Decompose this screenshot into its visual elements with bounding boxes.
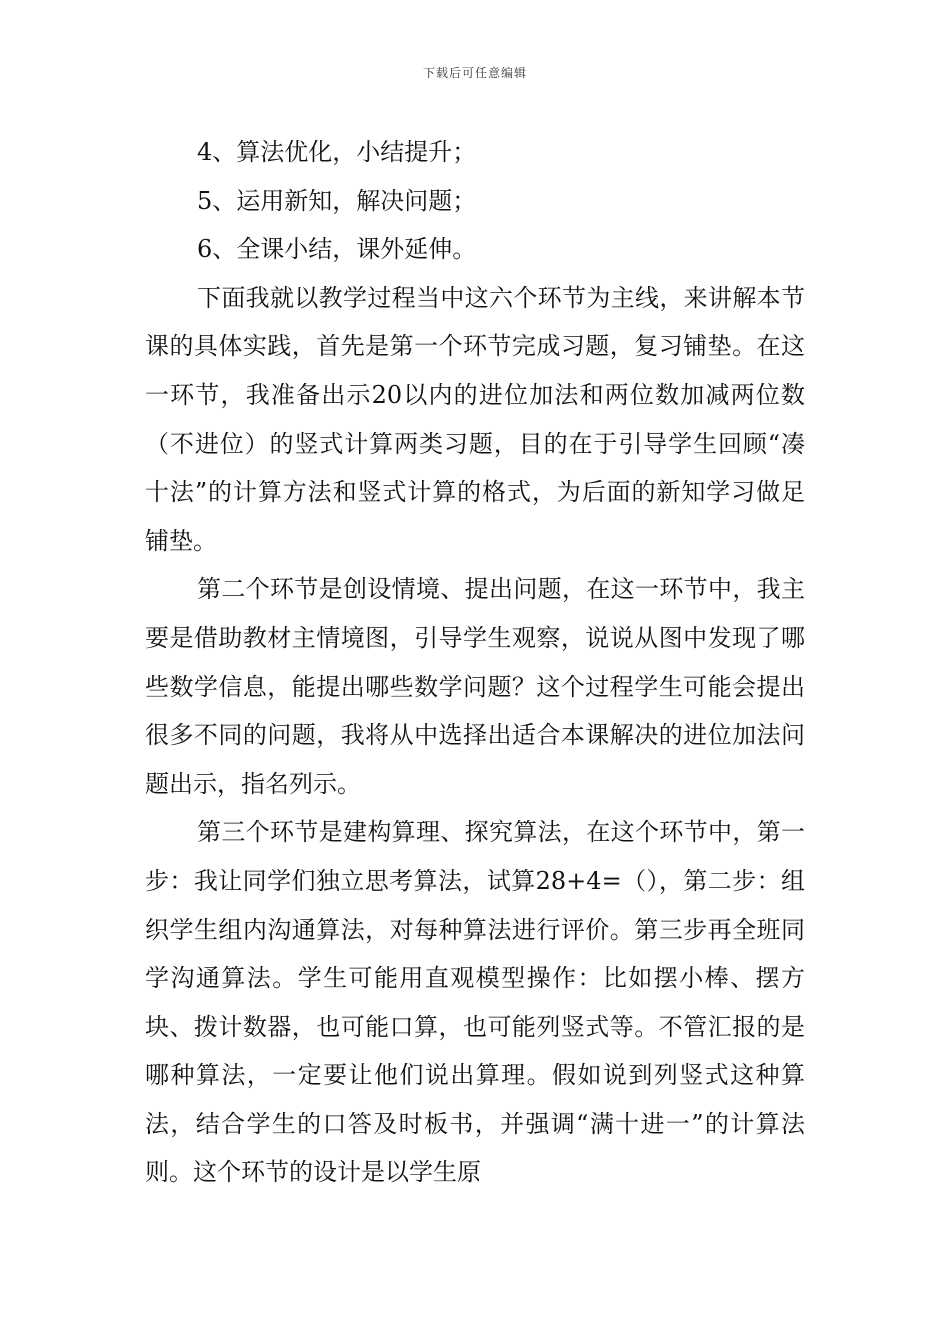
- paragraph: 第三个环节是建构算理、探究算法，在这个环节中，第一步：我让同学们独立思考算法，试算28+4=（），第二步：组织学生组内沟通算法，对每种算法进行评价。第三步再全班同学沟通算法。学生可能用直观模型操作：比如摆小棒、摆方块、拨计数器，也可能口算，也可能列竖式等。不管汇报的是哪种算法，一定要让他们说出算理。假如说到列竖式这种算法，结合学生的口答及时板书，并强调“满十进一”的计算法则。这个环节的设计是以学生原: [145, 818, 805, 1187]
- paragraph: 下面我就以教学过程当中这六个环节为主线，来讲解本节课的具体实践，首先是第一个环节完成习题，复习铺垫。在这一环节，我准备出示20以内的进位加法和两位数加减两位数（不进位）的竖式计算两类习题，目的在于引导学生回顾“凑十法”的计算方法和竖式计算的格式，为后面的新知学习做足铺垫。: [145, 283, 805, 555]
- paragraph: 第二个环节是创设情境、提出问题，在这一环节中，我主要是借助教材主情境图，引导学生观察，说说从图中发现了哪些数学信息，能提出哪些数学问题？这个过程学生可能会提出很多不同的问题，我将从中选择出适合本课解决的进位加法问题出示，指名列示。: [145, 575, 805, 798]
- page-header: 下载后可任意编辑: [422, 66, 527, 80]
- document-body: [145, 128, 805, 1197]
- list-item: 4、算法优化，小结提升；: [197, 138, 477, 166]
- list-item: 6、全课小结，课外延伸。: [197, 235, 477, 264]
- list-item: 5、运用新知，解决问题；: [197, 186, 477, 215]
